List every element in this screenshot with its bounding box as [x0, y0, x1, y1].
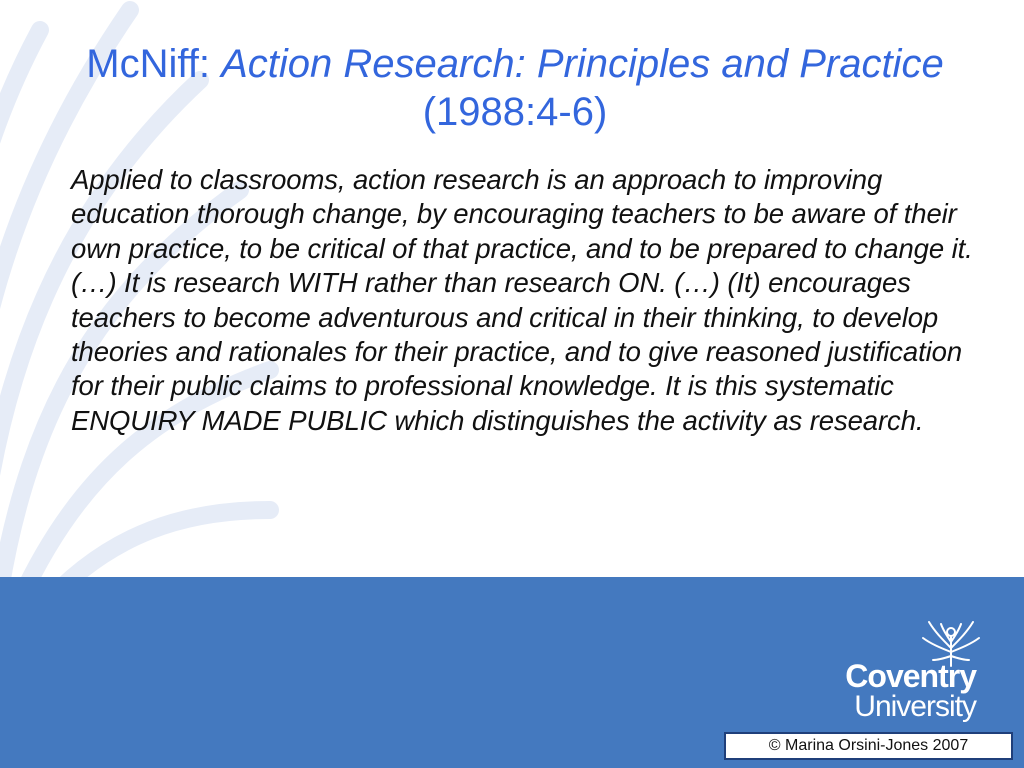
- logo-word-coventry: Coventry: [845, 658, 976, 694]
- title-work: Action Research: Principles and Practice: [221, 42, 944, 86]
- slide-title: [60, 40, 970, 136]
- coventry-university-logo: [826, 618, 976, 728]
- title-author: McNiff:: [86, 42, 222, 86]
- quote-text: Applied to classrooms, action research is an approach to improving education thorough change, by encouraging teachers to be aware of their own practice, to be critical of that practice, and to be prepared to change it.(…) It is research WITH rather than research ON. (…) (It) encourages teachers to become adventurous and critical in their thinking, to develop theories and rationales for their practice, and to give reasoned justification for their public claims to professional knowledge. It is this systematic ENQUIRY MADE PUBLIC which distinguishes the activity as research.: [71, 164, 973, 436]
- logo-word-university: University: [854, 690, 976, 723]
- copyright-notice: © Marina Orsini-Jones 2007: [724, 732, 1013, 760]
- title-citation: (1988:4-6): [422, 90, 608, 134]
